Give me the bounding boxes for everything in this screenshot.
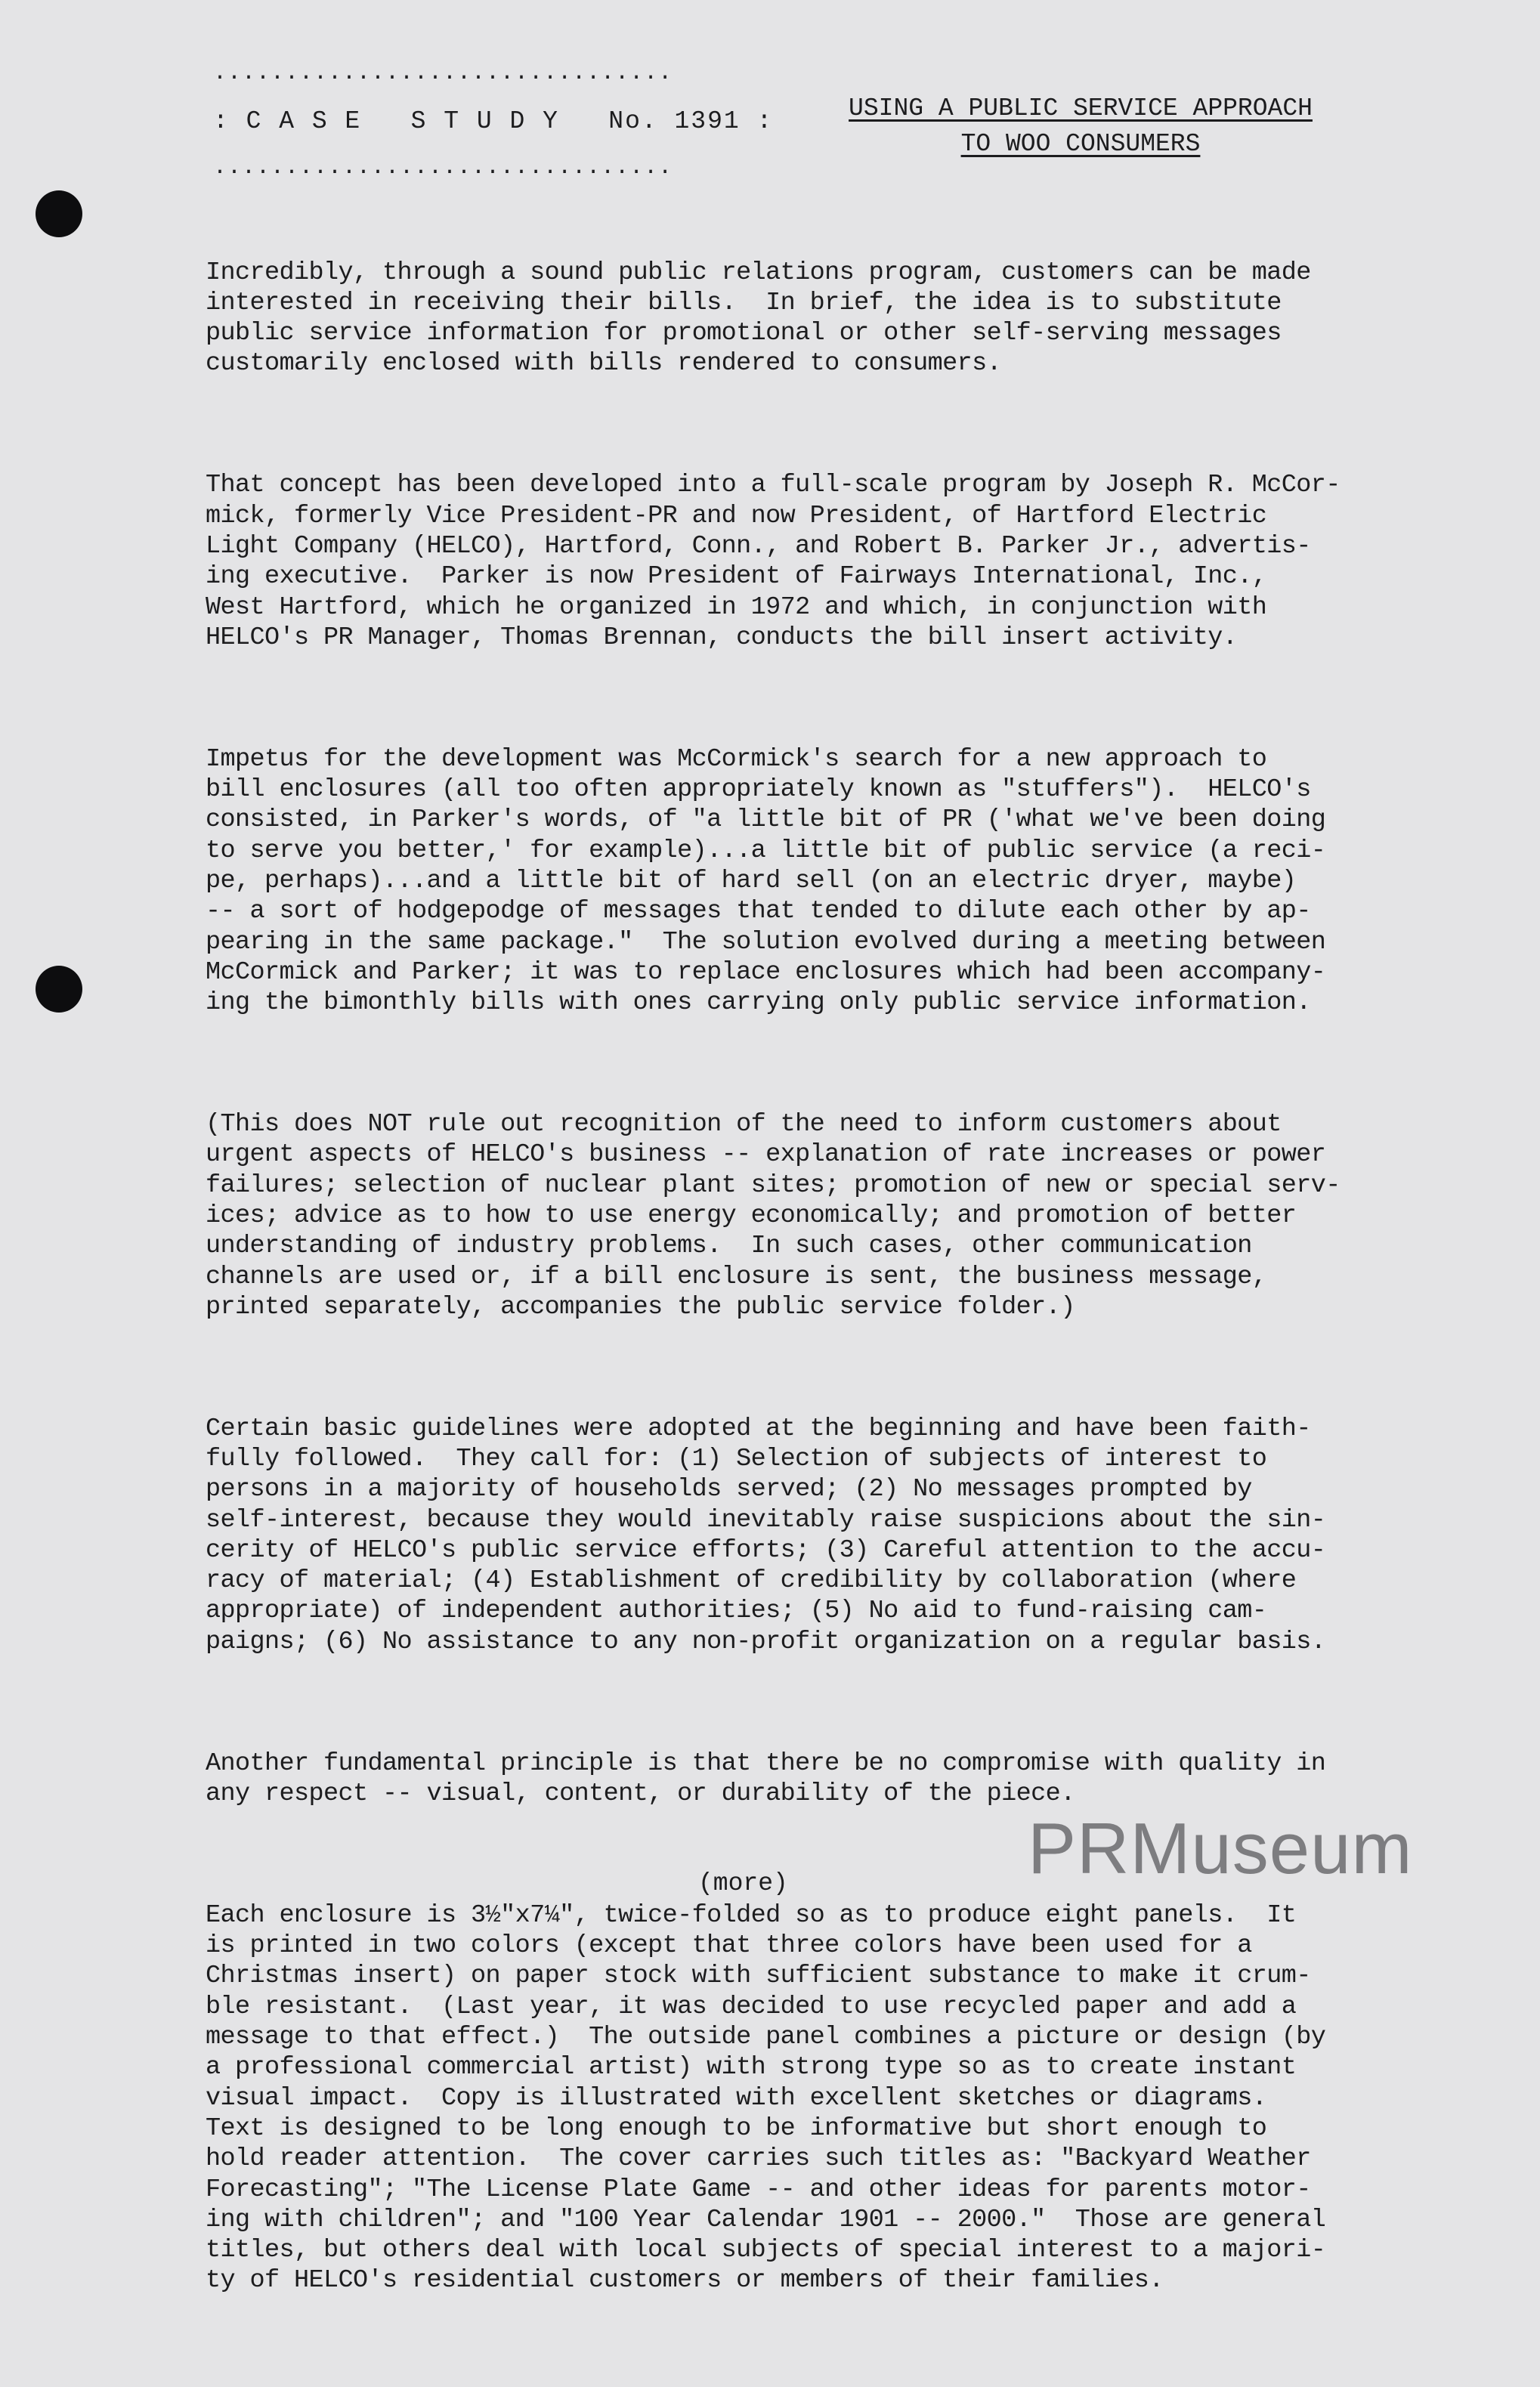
more-indicator: (more) bbox=[698, 1869, 788, 1897]
case-study-header bbox=[213, 62, 774, 179]
header-dots-bottom: ................................ bbox=[213, 156, 673, 179]
paragraph-intro: Incredibly, through a sound public relations program, customers can be made interested in receiving their bills. In brief, the idea is to substitute public service information for promotional or other self-serving messages customarily enclosed with bills rendered to consumers. bbox=[206, 258, 1311, 379]
title-line-2: TO WOO CONSUMERS bbox=[960, 130, 1201, 158]
body-text bbox=[206, 196, 1384, 2387]
paragraph-quality: Another fundamental principle is that there be no compromise with quality in any respect -- visual, content, or durability of the piece. bbox=[206, 1749, 1326, 1808]
paragraph-exceptions: (This does NOT rule out recognition of the need to inform customers about urgent aspects of HELCO's business -- explanation of rate increases or power failures; selection of nuclear plant sites; promotion of new or special serv- ices; advice as to how to use energy economically; and promotion of better understanding of industry problems. In such cases, other communication channels are used or, if a bill enclosure is sent, the business message, printed separately, accompanies the public service folder.) bbox=[206, 1110, 1341, 1322]
title-line-1: USING A PUBLIC SERVICE APPROACH bbox=[849, 94, 1313, 122]
paragraph-guidelines: Certain basic guidelines were adopted at the beginning and have been faith- fully followed. They call for: (1) Selection of subjects of interest to persons in a majority of households served; (2) No messages prompted by self-interest, because they would inevitably raise suspicions about the sin- cerity of HELCO's public service efforts; (3) Careful attention to the accu- racy of material; (4) Establishment of credibility by collaboration (where appropriate) of independent authorities; (5) No aid to fund-raising cam- paigns; (6) No assistance to any non-profit organization on a regular basis. bbox=[206, 1414, 1326, 1656]
punch-hole-top bbox=[36, 190, 82, 237]
prmuseum-watermark: PRMuseum bbox=[1028, 1808, 1413, 1889]
header-dots-top: ................................ bbox=[213, 62, 673, 85]
document-title bbox=[839, 91, 1322, 162]
punch-hole-middle bbox=[36, 966, 82, 1013]
case-study-number: : C A S E S T U D Y No. 1391 : bbox=[213, 107, 774, 135]
paragraph-enclosure: Each enclosure is 3½"x7¼", twice-folded so as to produce eight panels. It is printed in two colors (except that three colors have been used for a Christmas insert) on paper stock with sufficient substance to make it crum- ble resistant. (Last year, it was decided to use recycled paper and add a message to that effect.) The outside panel combines a picture or design (by a professional commercial artist) with strong type so as to create instant visual impact. Copy is illustrated with excellent sketches or diagrams. Text is designed to be long enough to be informative but short enough to hold reader attention. The cover carries such titles as: "Backyard Weather Forecasting"; "The License Plate Game -- and other ideas for parents motor- ing with children"; and "100 Year Calendar 1901 -- 2000." Those are general titles, but others deal with local subjects of special interest to a majori- ty of HELCO's residential customers or members of their families. bbox=[206, 1900, 1326, 2296]
paragraph-concept: That concept has been developed into a full-scale program by Joseph R. McCor- mick, formerly Vice President-PR and now President, of Hartford Electric Light Company (HELCO), Hartford, Conn., and Robert B. Parker Jr., advertis- ing executive. Parker is now President of Fairways International, Inc., West Hartford, which he organized in 1972 and which, in conjunction with HELCO's PR Manager, Thomas Brennan, conducts the bill insert activity. bbox=[206, 471, 1341, 652]
paragraph-impetus: Impetus for the development was McCormick's search for a new approach to bill enclosures (all too often appropriately known as "stuffers"). HELCO's consisted, in Parker's words, of "a little bit of PR ('what we've been doing to serve you better,' for example)...a little bit of public service (a reci- pe, perhaps)...and a little bit of hard sell (on an electric dryer, maybe) -- a sort of hodgepodge of messages that tended to dilute each other by ap- pearing in the same package." The solution evolved during a meeting between McCormick and Parker; it was to replace enclosures which had been accompany- ing the bimonthly bills with ones carrying only public service information. bbox=[206, 744, 1326, 1018]
